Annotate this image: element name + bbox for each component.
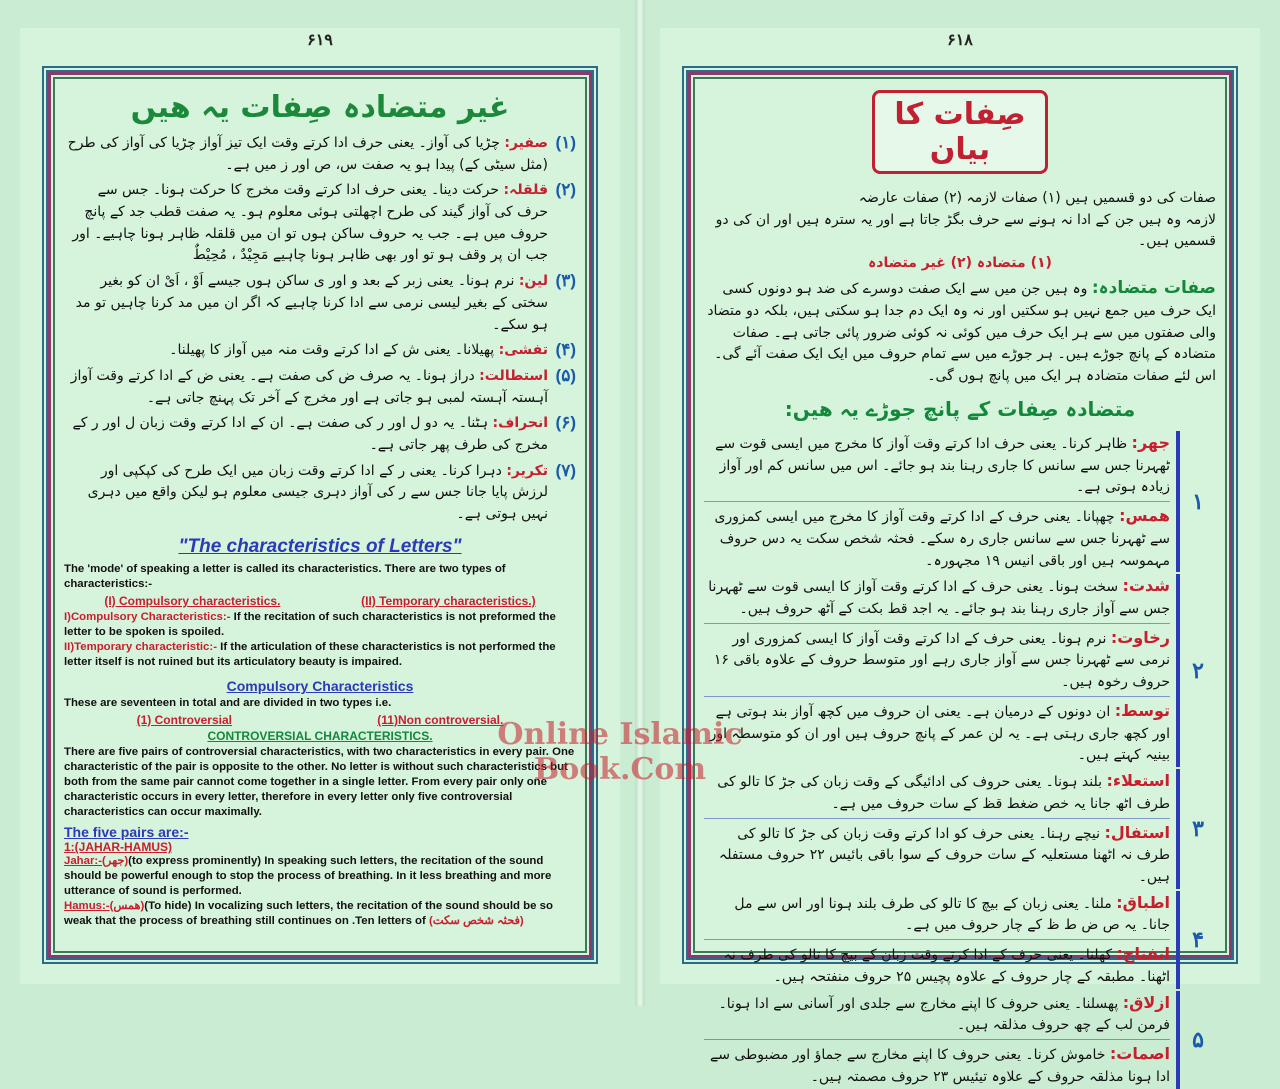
jahar-label: Jahar:- — [64, 855, 102, 868]
item-body — [64, 461, 548, 526]
page-frame — [42, 66, 598, 964]
item-number: (۶) — [555, 413, 576, 433]
temporary-definition — [64, 640, 576, 670]
item-body — [64, 133, 548, 176]
hamus-label: Hamus:- — [64, 900, 110, 913]
item-term: تکریر: — [506, 462, 548, 479]
pair-section — [704, 891, 1216, 989]
five-pairs-heading: The five pairs are:- — [64, 824, 189, 841]
entry-term: استفال: — [1104, 822, 1170, 842]
mutazada-term: صفات متضادہ: — [1091, 277, 1216, 298]
compulsory-text: If the recitation of such characteristics is not preformed the letter to be spoken is spoiled. — [64, 610, 556, 638]
type-compulsory: (I) Compulsory characteristics. — [104, 593, 281, 608]
item-text: نرم ہونا۔ یعنی زبر کے بعد و اور ی ساکن ہوں جیسے اَوْ ، اَیْ ان کو بغیر سختی کے بغیر لیسی نرمی سے ادا کرنا چاہیے کہ اگر ان میں مد کرنا چاہیں تو مد ہو سکے۔ — [75, 273, 548, 333]
hamus-text: (To hide) In vocalizing such letters, the recitation of the sound should be so weak that the process of breathing still continues on .Ten letters of — [64, 900, 553, 928]
item-term: تفشی: — [498, 342, 548, 359]
section-body — [704, 431, 1180, 572]
compulsory-characteristics-text: These are seventeen in total and are divided in two types i.e. — [64, 696, 392, 709]
pair-entry — [704, 431, 1170, 499]
urdu-item — [64, 271, 576, 336]
urdu-item — [64, 366, 576, 409]
pairs-title: متضادہ صِفات کے پانچ جوڑے یہ ھیں: — [784, 396, 1136, 421]
entry-divider — [704, 818, 1170, 819]
watermark-line-2: Book.Com — [533, 751, 707, 787]
item-text: چڑیا کی آواز۔ یعنی حرف ادا کرتے وقت ایک تیز آواز چڑیا کی آواز کی طرح (مثل سیٹی کے) پیدا ہو یہ صفت س، ص اور ز میں ہے۔ — [67, 135, 548, 173]
cc-type-non-controversial: (11)Non controversial. — [377, 713, 504, 728]
section-number: ۱ — [1192, 488, 1204, 514]
entry-term: توسط: — [1114, 700, 1170, 720]
entry-term: ھمس: — [1119, 506, 1170, 526]
entry-divider — [704, 623, 1170, 624]
urdu-item — [64, 413, 576, 456]
section-number: ۳ — [1192, 815, 1204, 841]
hamus-arabic-letters: (فحثہ شخص سکت) — [429, 915, 524, 928]
intro-line-2: لازمہ وہ ہیں جن کے ادا نہ ہونے سے حرف بگڑ جاتا ہے اور یہ سترہ ہیں اور ان کی دو قسمیں ہیں۔ — [715, 211, 1216, 250]
item-term: صفیر: — [504, 135, 548, 151]
entry-divider — [704, 1039, 1170, 1040]
section-body — [704, 769, 1180, 889]
temporary-text: If the articulation of these characteristics is not performed the letter itself is not ruined but its articulatory beauty is impaired. — [64, 640, 556, 668]
intro-line-3: (۱) متضادہ (۲) غیر متضادہ — [868, 255, 1052, 272]
pair-section — [704, 574, 1216, 767]
item-body — [64, 180, 548, 267]
entry-text: ملنا۔ یعنی زبان کے بیچ کا تالو کی طرف بلند ہونا اور اس سے مل جانا۔ یہ ص ض ط ظ کے چار حروف میں ہے۔ — [734, 895, 1170, 934]
pair-entry — [704, 699, 1170, 767]
pair-entry — [704, 626, 1170, 694]
cc-types-row — [64, 713, 576, 727]
item-text: حرکت دینا۔ یعنی حرف ادا کرتے وقت مخرج کا حرکت ہونا۔ جس سے حرف کی آواز گیند کی طرح اچھلتی ہوئی معلوم ہو۔ یہ صفت قطب جد کے پانچ حروف میں ہے۔ جب یہ حروف ساکن ہوں تو ان میں قلقلہ ظاہر ہونا چاہیے۔ اور جب ان پر وقف ہو تو اور بھی ظاہر ہونا چاہیے مَجِیْدٌ ، مُحِیْطٌ — [72, 182, 548, 264]
pair-entry — [704, 1042, 1170, 1088]
item-number: (۱) — [555, 133, 576, 152]
temporary-label: II)Temporary characteristic:- — [64, 640, 217, 653]
hamus-definition — [64, 899, 576, 929]
jahar-text: (to express prominently) In speaking such letters, the recitation of the sound should be powerful enough to stop the process of breathing. In it less breathing and more utterance of sound is performed. — [64, 855, 552, 898]
entry-term: اطباق: — [1116, 892, 1170, 912]
controversial-title: CONTROVERSIAL CHARACTERISTICS. — [207, 729, 433, 744]
entry-text: بلند ہونا۔ یعنی حروف کی ادائیگی کے وقت زبان کی جڑ کا تالو کی طرف اٹھ جانا یہ خص ضغط قظ کے سات حروف میں ہے۔ — [717, 774, 1170, 812]
cc-type-controversial: (1) Controversial — [136, 713, 232, 728]
section-body — [704, 574, 1180, 767]
english-title: "The characteristics of Letters" — [178, 535, 462, 557]
entry-divider — [704, 939, 1170, 940]
page-title: صِفات کا بیان — [872, 90, 1048, 174]
page-number: ۶۱۸ — [947, 30, 973, 49]
pair-entry — [704, 821, 1170, 889]
entry-text: نرم ہونا۔ یعنی حرف کے ادا کرتے وقت آواز کا ایسی کمزوری اور نرمی سے ٹھہرنا جس سے آواز جاری رہے اور متوسط حروف کے علاوہ باقی ۱۶ حروف رخوہ ہیں۔ — [713, 630, 1170, 691]
jahar-arabic: (جھر) — [101, 855, 129, 868]
item-term: قلقلہ: — [503, 182, 548, 199]
entry-text: ظاہر کرنا۔ یعنی حرف ادا کرتے وقت آواز کا مخرج میں ایسی قوت سے ٹھہرنا جس سے سانس کا جاری رہنا بند ہو جائے۔ اس میں سانس کم اور آواز زیادہ ہوتی ہے۔ — [715, 435, 1170, 496]
item-term: لین: — [518, 273, 548, 290]
pair-section — [704, 431, 1216, 572]
pair-section — [704, 991, 1216, 1089]
pair-1-heading: 1:(JAHAR-HAMUS) — [64, 840, 172, 855]
section-number: ۴ — [1192, 926, 1204, 952]
item-text: پھیلانا۔ یعنی ش کے ادا کرتے وقت منہ میں آواز کا پھیلنا۔ — [169, 342, 495, 359]
item-term: انحراف: — [492, 415, 548, 432]
entry-term: رخاوت: — [1110, 627, 1170, 647]
section-body — [704, 991, 1180, 1089]
section-number: ۲ — [1192, 657, 1204, 683]
mutazada-text: وہ ہیں جن میں سے ایک صفت دوسرے کی ضد ہو دونوں کسی ایک حرف میں جمع نہیں ہو سکتیں اور نہ وہ ایک دم جدا ہو سکتی ہیں، بلکہ دو متضاد والی صفتوں میں سے ہر ایک حرف میں کوئی نہ کوئی ضرور پائی جاتی ہے۔ صفات متضادہ کے پانچ جوڑے ہیں۔ ہر جوڑے میں سے تمام حروف میں ایک ایک صفت آئے گی۔ اس لئے صفات متضادہ ہر ایک میں پانچ ہوں گی۔ — [707, 280, 1216, 385]
item-number: (۷) — [555, 460, 576, 480]
types-row — [64, 594, 576, 608]
entry-text: نیچے رہنا۔ یعنی حرف کو ادا کرتے وقت زبان کی جڑ کا تالو کی طرف نہ اٹھنا مستعلیہ کے سات حروف کے سوا باقی بائیس ۲۲ حروف مستفلہ ہیں۔ — [719, 825, 1170, 885]
item-body — [64, 366, 548, 409]
controversial-text: There are five pairs of controversial characteristics, with two characteristics in every pair. One characteristic of the pair is opposite to the other. No letter is without such characteristics but both from the same pair cannot come together in a single letter. From every pair only one characteristic occurs in every letter, therefore in every letter only five controversial characteristics can occur maximally. — [64, 746, 575, 819]
item-text: ہٹنا۔ یہ دو ل اور ر کی صفت ہے۔ ان کے ادا کرتے وقت زبان ل اور ر کے مخرج کی طرف پھر جاتی ہے۔ — [72, 415, 548, 453]
pair-entry — [704, 891, 1170, 937]
entry-term: انفتاح: — [1116, 944, 1170, 964]
item-term: استطالت: — [479, 367, 548, 384]
urdu-item — [64, 133, 576, 176]
entry-text: چھپانا۔ یعنی حرف کے ادا کرتے وقت آواز کا مخرج میں ایسی کمزوری سے ٹھہرنا جس سے سانس جاری رہ سکے۔ فحثہ شخص سکت یہ دس حروف مہموسہ ہیں اور باقی انیس ۱۹ مجہورہ۔ — [714, 509, 1170, 569]
hamus-arabic: (ھمس) — [109, 900, 145, 913]
entry-divider — [704, 501, 1170, 502]
jahar-definition — [64, 854, 576, 899]
english-intro: The 'mode' of speaking a letter is called its characteristics. There are two types of characteristics:- — [64, 562, 506, 590]
item-body — [64, 413, 548, 456]
right-page — [660, 28, 1260, 1085]
entry-text: کھلنا۔ یعنی حرف کے ادا کرتے وقت زبان کے بیچ کا تالو کی طرف نہ اٹھنا۔ مطبقہ کے چار حروف کے علاوہ پچیس ۲۵ حروف منفتحہ ہیں۔ — [723, 947, 1170, 985]
entry-term: اصمات: — [1109, 1044, 1170, 1064]
item-number: (۵) — [555, 365, 576, 385]
entry-term: شدت: — [1122, 576, 1170, 596]
compulsory-definition — [64, 610, 576, 640]
section-body — [704, 891, 1180, 989]
entry-divider — [704, 696, 1170, 697]
book-gutter — [635, 0, 645, 1006]
item-number: (۳) — [555, 271, 576, 291]
entry-text: ان دونوں کے درمیان ہے۔ یعنی ان حروف میں کچھ آواز بند ہوتی ہے اور کچھ جاری رہتی ہے۔ یہ لن عمر کے پانچ حروف ہیں اور ان کو متوسطہ اور بینیہ کہتے ہیں۔ — [709, 703, 1170, 764]
item-number: (۴) — [555, 340, 576, 360]
left-page — [20, 28, 620, 984]
pair-entry — [704, 991, 1170, 1037]
pairs-sections — [704, 431, 1216, 1089]
item-text: دہرا کرنا۔ یعنی ر کے ادا کرتے وقت زبان میں ایک طرح کی کپکپی اور لرزش پایا جانا جس سے ر کی آواز دہری جیسی معلوم ہو لیکن واقع میں دہری نہیں ہوتی ہے۔ — [87, 462, 548, 522]
pair-entry — [704, 504, 1170, 572]
item-text: دراز ہونا۔ یہ صرف ض کی صفت ہے۔ یعنی ض کے ادا کرتے وقت آواز آہستہ آہستہ لمبی ہو جاتی ہے اور مخرج کے آخر تک پہنچ جاتی ہے۔ — [70, 367, 548, 406]
urdu-item — [64, 340, 576, 362]
pair-entry — [704, 574, 1170, 620]
type-temporary: (II) Temporary characteristics.) — [361, 593, 536, 608]
urdu-item — [64, 180, 576, 267]
urdu-item — [64, 461, 576, 526]
item-number: (۲) — [555, 180, 576, 200]
item-body — [169, 340, 548, 362]
pair-entry — [704, 769, 1170, 815]
mutazada-definition — [704, 275, 1216, 388]
page-frame — [682, 66, 1238, 1085]
entry-term: ازلاق: — [1122, 992, 1170, 1012]
entry-term: جھر: — [1131, 432, 1170, 452]
pair-entry — [704, 942, 1170, 988]
entry-text: پھسلنا۔ یعنی حروف کا اپنے مخارج سے جلدی اور آسانی سے ادا ہونا۔ فرمن لب کے چھ حروف مذلقہ ہیں۔ — [718, 995, 1170, 1034]
watermark-line-1: Online Islamic — [497, 717, 743, 752]
entry-text: خاموش کرنا۔ یعنی حروف کا اپنے مخارج سے جماؤ اور مضبوطی سے ادا ہونا مذلقہ حروف کے علاوہ تیئیس ۲۳ حروف مصمتہ ہیں۔ — [710, 1047, 1170, 1085]
item-body — [64, 271, 548, 336]
entry-term: استعلاء: — [1106, 771, 1170, 791]
compulsory-label: I)Compulsory Characteristics:- — [64, 610, 231, 623]
page-number: ۶۱۹ — [307, 30, 333, 49]
intro-line-1: صفات کی دو قسمیں ہیں (۱) صفات لازمہ (۲) صفات عارضہ — [858, 190, 1216, 206]
entry-text: سخت ہونا۔ یعنی حرف کے ادا کرتے وقت آواز کا ایسی قوت سے ٹھہرنا جس سے آواز جاری رہنا بند ہو جائے۔ یہ اجد قط بکت کے آٹھ حروف ہیں۔ — [708, 579, 1170, 617]
compulsory-characteristics-title: Compulsory Characteristics — [226, 677, 414, 694]
pair-section — [704, 769, 1216, 889]
page-title: غیر متضادہ صِفات یہ ھیں — [130, 90, 510, 125]
section-number: ۵ — [1192, 1026, 1204, 1052]
urdu-items-list — [64, 133, 576, 526]
